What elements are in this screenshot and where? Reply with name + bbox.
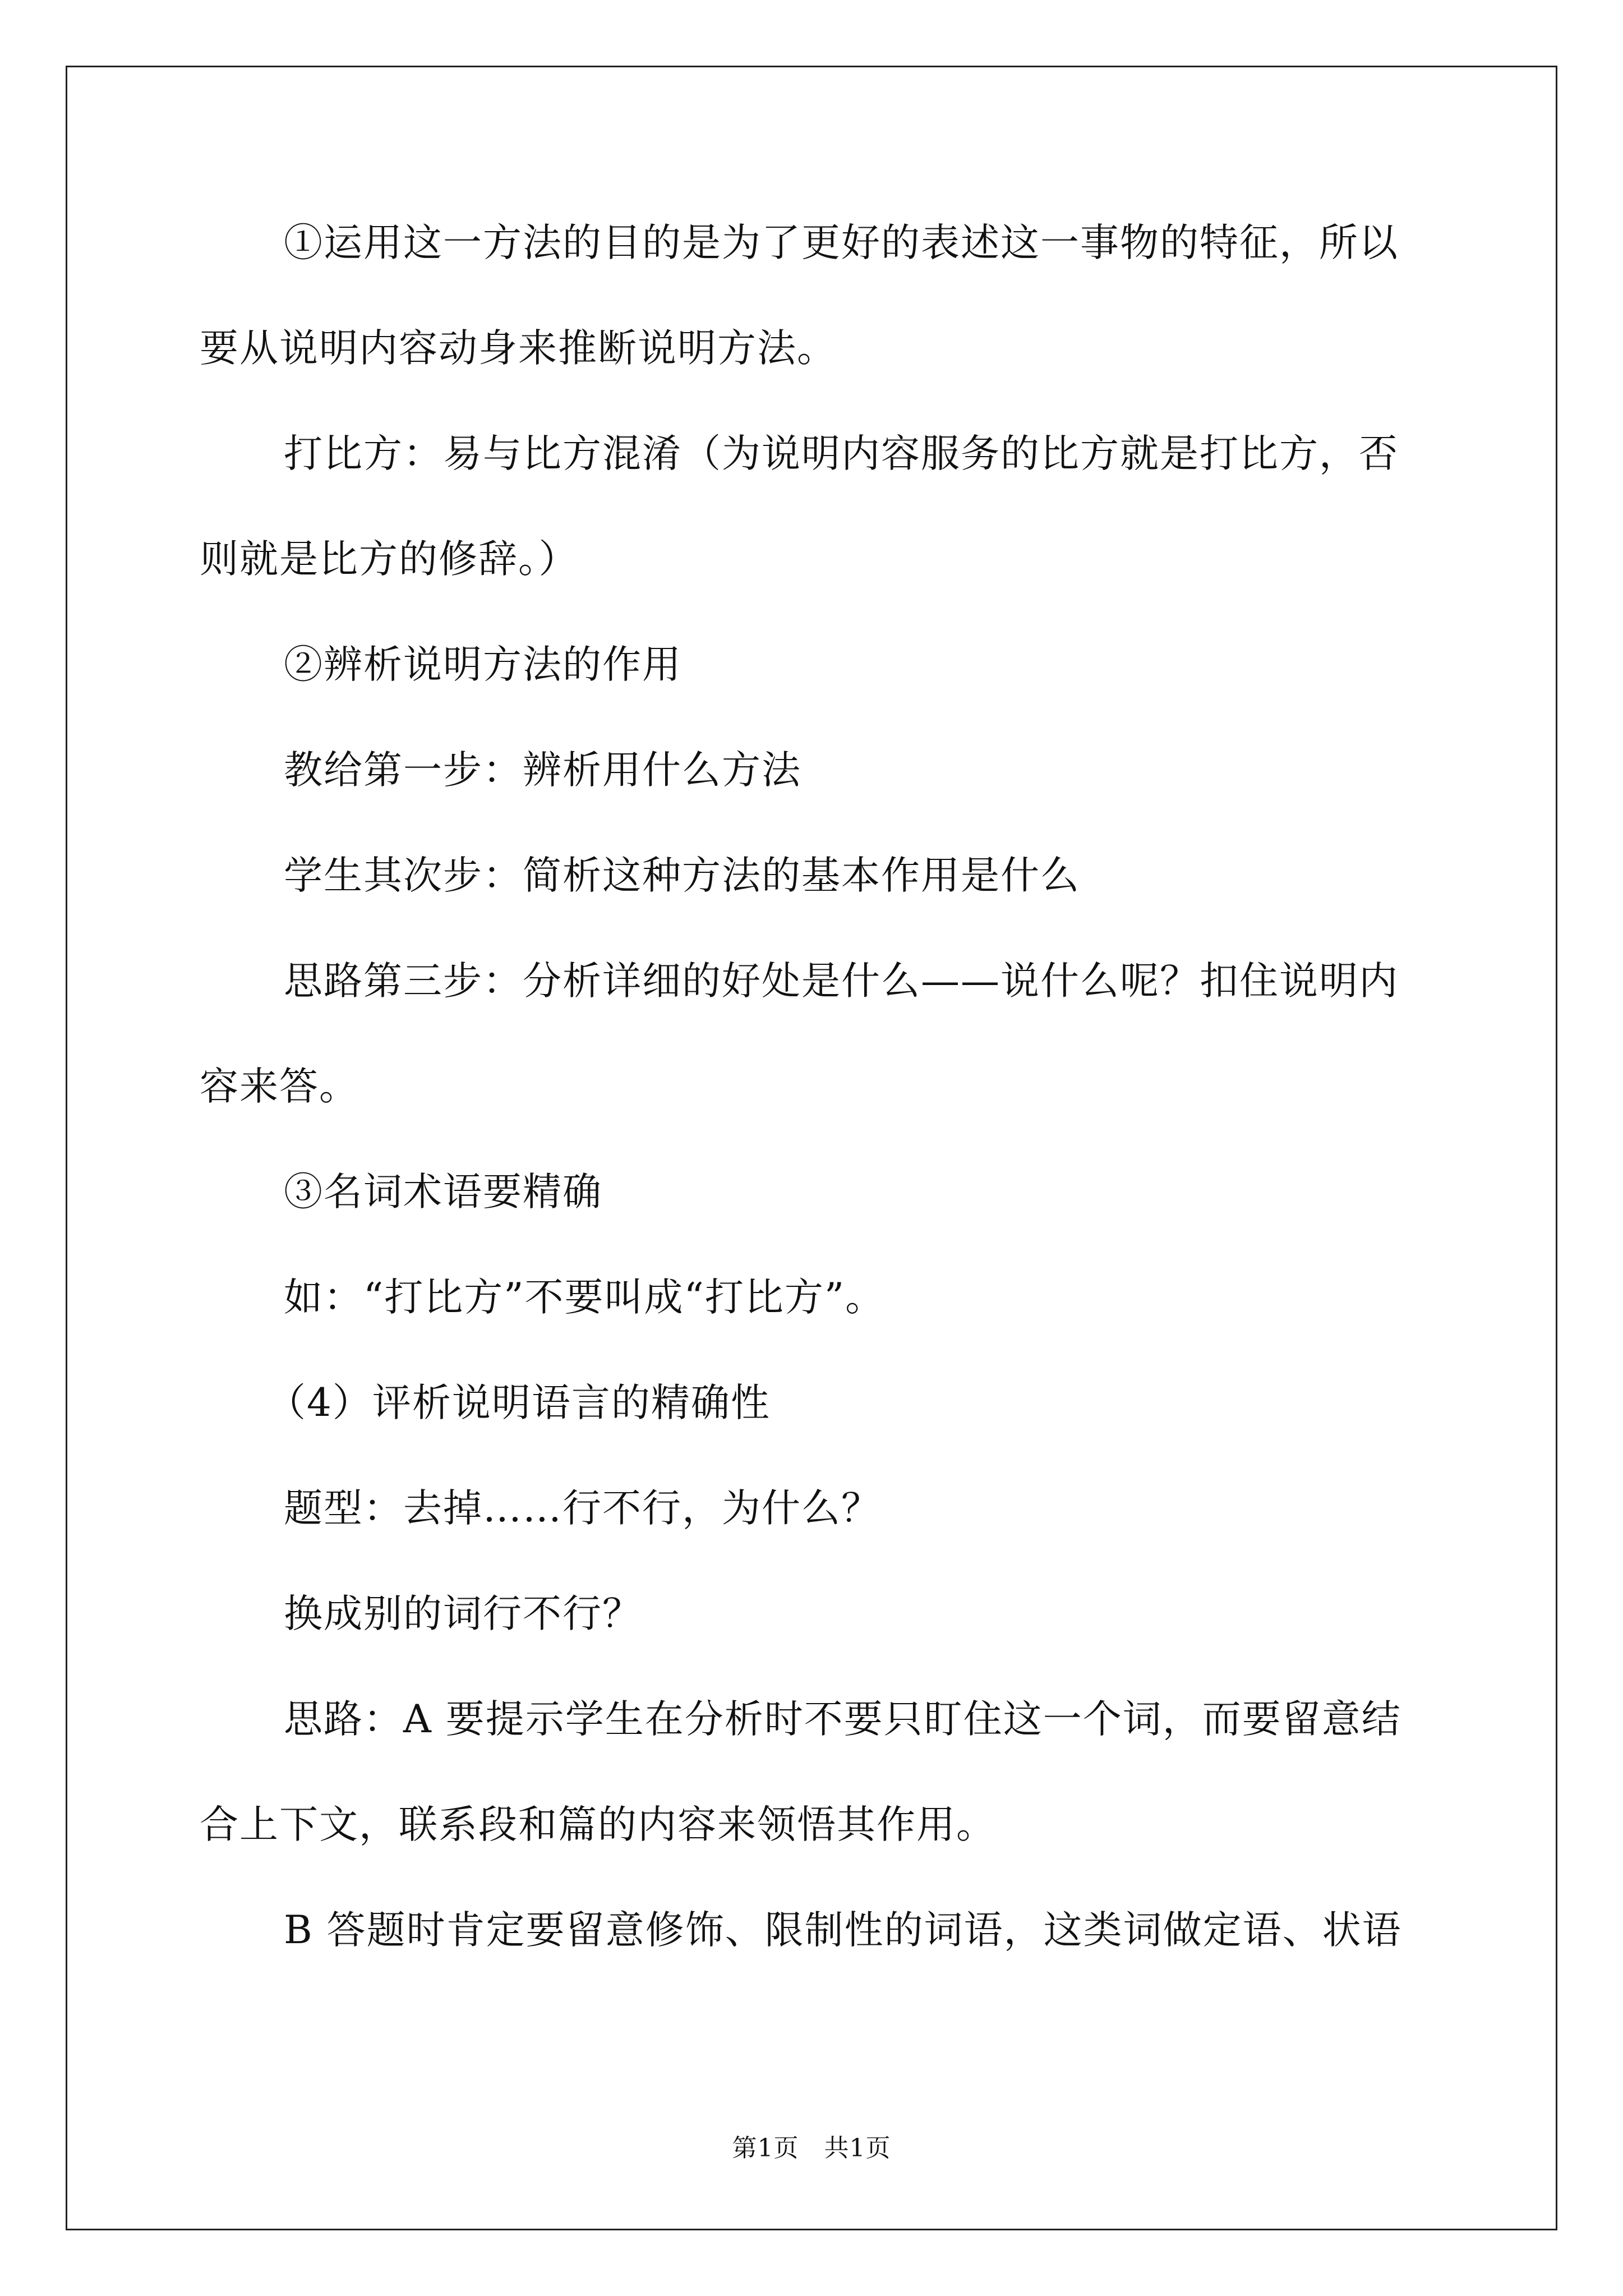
text-line: 容来答。 xyxy=(200,1064,359,1109)
text-line: 题型：去掉……行不行，为什么？ xyxy=(284,1486,881,1531)
text-line: 思路第三步：分析详细的好处是什么——说什么呢？扣住说明内 xyxy=(284,959,1399,1004)
page-footer: 第1页 共1页 xyxy=(732,2134,891,2162)
text-line: 则就是比方的修辞。） xyxy=(200,537,579,582)
text-line: ②辨析说明方法的作用 xyxy=(284,642,682,687)
text-line: 学生其次步：简析这种方法的基本作用是什么 xyxy=(284,853,1080,898)
text-line: 如：“打比方”不要叫成“打比方”。 xyxy=(284,1275,886,1320)
text-line: （4）评析说明语言的精确性 xyxy=(267,1381,771,1425)
text-line: 换成别的词行不行？ xyxy=(284,1591,642,1636)
text-line: ①运用这一方法的目的是为了更好的表述这一事物的特征，所以 xyxy=(284,220,1399,265)
text-line: 思路：A 要提示学生在分析时不要只盯住这一个词，而要留意结 xyxy=(284,1697,1401,1742)
text-line: ③名词术语要精确 xyxy=(284,1170,602,1214)
text-line: 合上下文，联系段和篇的内容来领悟其作用。 xyxy=(200,1802,996,1847)
text-line: 要从说明内容动身来推断说明方法。 xyxy=(200,326,837,371)
text-line: 教给第一步：辨析用什么方法 xyxy=(284,748,801,793)
text-line: B 答题时肯定要留意修饰、限制性的词语，这类词做定语、状语 xyxy=(284,1908,1402,1953)
text-line: 打比方：易与比方混淆（为说明内容服务的比方就是打比方，否 xyxy=(284,431,1399,476)
